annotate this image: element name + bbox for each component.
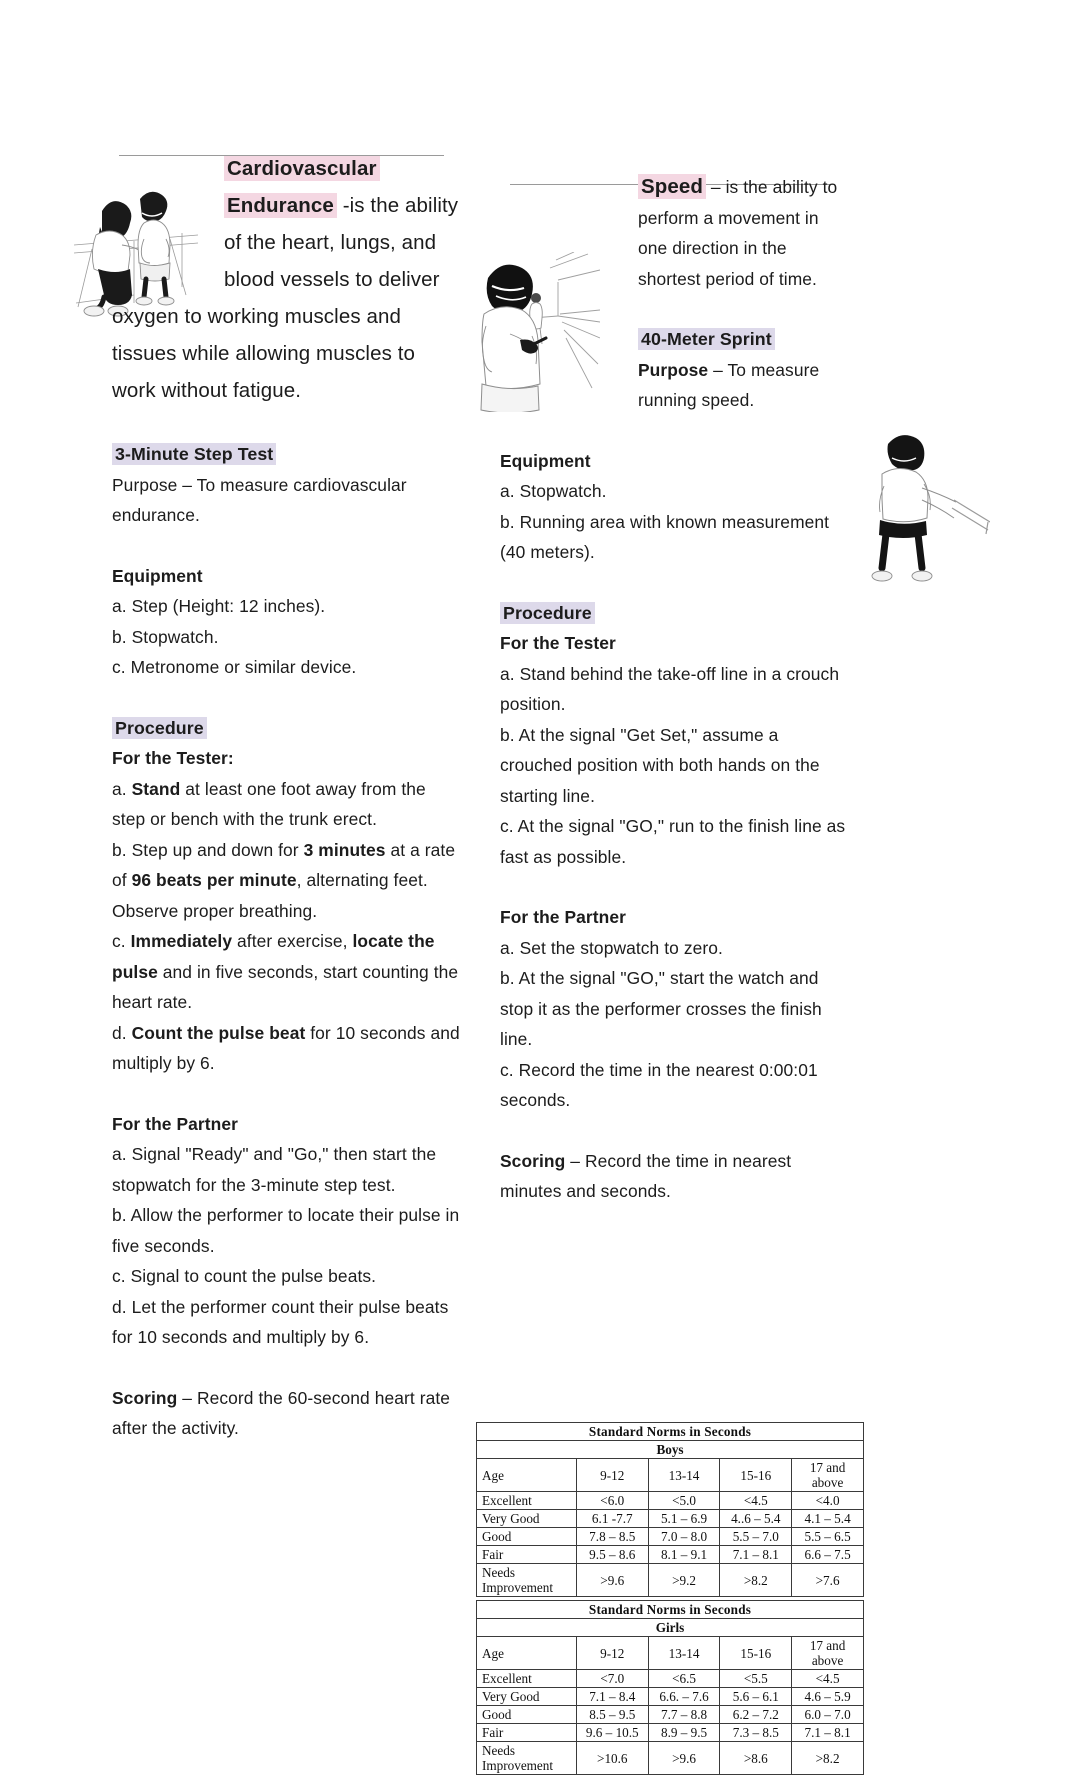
row-label: Very Good [477, 1510, 577, 1528]
scoring-text-left: – Record the 60-second heart rate after the activity. [112, 1387, 451, 1438]
tester-step: b. At the signal "Get Set," assume a crouched position with both hands on the starting line. [500, 724, 820, 806]
row-label: Excellent [477, 1492, 577, 1510]
procedure-heading-left [112, 713, 460, 744]
cell: 6.6 – 7.5 [792, 1546, 864, 1564]
tester-step [112, 835, 460, 927]
sprint-heading-text: 40-Meter Sprint [638, 328, 775, 350]
cell: 7.7 – 8.8 [648, 1706, 720, 1724]
purpose-text-head: – To measure running speed. [638, 359, 820, 410]
spacer [112, 1353, 460, 1383]
cardiovascular-title-line1: Cardiovascular [224, 156, 380, 181]
equipment-item: a. Stopwatch. [500, 481, 607, 501]
step-prefix: d. [112, 1022, 132, 1043]
row-label: Fair [477, 1546, 577, 1564]
person-with-stick-illustration [866, 430, 990, 595]
left-column [112, 150, 460, 1444]
table-row [477, 1492, 864, 1510]
girls-table-subcaption: Girls [477, 1619, 864, 1637]
partner-step: c. Record the time in the nearest 0:00:01 seconds. [500, 1059, 818, 1110]
girls-norms-table [476, 1600, 864, 1775]
cell: 6.0 – 7.0 [792, 1706, 864, 1724]
cell: <5.0 [648, 1492, 720, 1510]
tester-heading-right: For the Tester [500, 633, 616, 653]
cell: 8.1 – 9.1 [648, 1546, 720, 1564]
step-bold: 3 minutes [303, 839, 386, 860]
cardiovascular-endurance-intro [112, 150, 460, 409]
procedure-heading-left-text: Procedure [112, 717, 207, 739]
step-text: , alternating feet. Observe proper breathing. [112, 870, 428, 921]
bench-illustration-spacer [112, 152, 216, 280]
purpose-label: Purpose [638, 359, 709, 380]
table-row [477, 1528, 864, 1546]
step-text: at least one foot away from the step or bench with the trunk erect. [112, 778, 426, 829]
tester-step [112, 926, 460, 1018]
column-header: Age [477, 1637, 577, 1670]
table-row [477, 1564, 864, 1597]
equipment-item: a. Step (Height: 12 inches). [112, 596, 326, 616]
procedure-heading-right-text: Procedure [500, 602, 595, 624]
speed-title: Speed [638, 174, 706, 199]
row-label: Needs Improvement [477, 1564, 577, 1597]
column-header: 13-14 [648, 1459, 720, 1492]
table-caption-row [477, 1601, 864, 1619]
table-row [477, 1688, 864, 1706]
partner-step: a. Set the stopwatch to zero. [500, 937, 723, 958]
tester-heading-left: For the Tester: [112, 748, 234, 768]
row-label: Excellent [477, 1670, 577, 1688]
column-header: 15-16 [720, 1637, 792, 1670]
column-header: Age [477, 1459, 577, 1492]
cell: <7.0 [576, 1670, 648, 1688]
step-text: for 10 seconds and multiply by 6. [112, 1022, 460, 1073]
equipment-heading-right: Equipment [500, 450, 591, 471]
step-bold: Immediately [130, 931, 233, 951]
table-row [477, 1706, 864, 1724]
speed-definition [638, 172, 850, 294]
table-subcaption-row [477, 1619, 864, 1637]
cardiovascular-definition-text: -is the ability of the heart, lungs, and blood vessels to deliver oxygen to working muscles and tissues while allowing muscles to work without fatigue. [112, 194, 459, 402]
step-text: at a rate of [112, 839, 456, 890]
cell: 4.1 – 5.4 [792, 1510, 864, 1528]
partner-step: d. Let the performer count their pulse beats for 10 seconds and multiply by 6. [112, 1296, 449, 1347]
step-prefix: a. [112, 778, 132, 799]
scoring-text-right: – Record the time in nearest minutes and seconds. [500, 1150, 792, 1201]
equipment-item: b. Stopwatch. [112, 626, 219, 647]
spacer [500, 568, 850, 598]
cell: <6.0 [576, 1492, 648, 1510]
sprint-purpose [638, 355, 850, 416]
step-bold: locate the pulse [112, 931, 435, 982]
scoring-label-right: Scoring [500, 1150, 566, 1171]
column-header: 9-12 [576, 1459, 648, 1492]
right-column [500, 172, 850, 1207]
cell: 7.1 – 8.1 [720, 1546, 792, 1564]
cell: >10.6 [576, 1742, 648, 1775]
step-test-purpose: Purpose – To measure cardiovascular endurance. [112, 474, 407, 525]
step-prefix: c. [112, 931, 131, 951]
step-bold: Stand [131, 778, 181, 799]
speed-definition-text: – is the ability to perform a movement in one direction in the shortest period of time. [638, 177, 838, 289]
procedure-heading-right [500, 598, 850, 629]
partner-step: b. At the signal "GO," start the watch and stop it as the performer crosses the finish line. [500, 968, 822, 1049]
cell: >7.6 [792, 1564, 864, 1597]
column-header: 15-16 [720, 1459, 792, 1492]
column-header: 17 and above [792, 1459, 864, 1492]
cell: >9.2 [648, 1564, 720, 1597]
column-header: 17 and above [792, 1637, 864, 1670]
cell: 6.2 – 7.2 [720, 1706, 792, 1724]
cell: 5.1 – 6.9 [648, 1510, 720, 1528]
row-label: Needs Improvement [477, 1742, 577, 1775]
column-header: 13-14 [648, 1637, 720, 1670]
cardiovascular-title-line2: Endurance [224, 193, 337, 218]
cell: <4.5 [720, 1492, 792, 1510]
cell: 4.6 – 5.9 [792, 1688, 864, 1706]
boys-norms-table [476, 1422, 864, 1597]
equipment-item: c. Metronome or similar device. [112, 657, 357, 677]
equipment-heading-left: Equipment [112, 565, 203, 586]
step-text: and in five seconds, start counting the heart rate. [112, 961, 459, 1012]
cell: 7.8 – 8.5 [576, 1528, 648, 1546]
partner-step: c. Signal to count the pulse beats. [112, 1266, 377, 1286]
cell: 7.3 – 8.5 [720, 1724, 792, 1742]
cell: 5.5 – 6.5 [792, 1528, 864, 1546]
spacer [112, 683, 460, 713]
row-label: Good [477, 1528, 577, 1546]
cell: >9.6 [576, 1564, 648, 1597]
column-header: 9-12 [576, 1637, 648, 1670]
cell: 5.6 – 6.1 [720, 1688, 792, 1706]
tester-step [112, 774, 460, 835]
scoring-label-left: Scoring [112, 1387, 178, 1408]
cell: 7.0 – 8.0 [648, 1528, 720, 1546]
tester-step: c. At the signal "GO," run to the finish line as fast as possible. [500, 816, 846, 867]
cell: <4.5 [792, 1670, 864, 1688]
cell: 7.1 – 8.4 [576, 1688, 648, 1706]
scoring-left [112, 1383, 460, 1444]
cell: 5.5 – 7.0 [720, 1528, 792, 1546]
cell: 7.1 – 8.1 [792, 1724, 864, 1742]
cell: >8.6 [720, 1742, 792, 1775]
speed-intro [638, 172, 850, 416]
spacer [500, 872, 850, 902]
step-text: Step up and down for [131, 839, 304, 860]
step-bold: 96 beats per minute [131, 870, 297, 890]
cell: >9.6 [648, 1742, 720, 1775]
step-test-heading-text: 3-Minute Step Test [112, 443, 276, 465]
partner-step: a. Signal "Ready" and "Go," then start the stopwatch for the 3-minute step test. [112, 1144, 437, 1195]
spacer [500, 1116, 850, 1146]
step-text: after exercise, [232, 931, 353, 951]
row-label: Very Good [477, 1688, 577, 1706]
table-caption-row [477, 1423, 864, 1441]
cell: 6.1 -7.7 [576, 1510, 648, 1528]
row-label: Good [477, 1706, 577, 1724]
spacer [638, 294, 850, 324]
table-header-row [477, 1637, 864, 1670]
cell: <6.5 [648, 1670, 720, 1688]
cell: 6.6. – 7.6 [648, 1688, 720, 1706]
table-subcaption-row [477, 1441, 864, 1459]
table-row [477, 1670, 864, 1688]
cell: >8.2 [720, 1564, 792, 1597]
sprint-heading [638, 324, 850, 355]
step-prefix: b. [112, 839, 132, 860]
spacer [112, 531, 460, 561]
tester-step: a. Stand behind the take-off line in a crouch position. [500, 663, 840, 714]
partner-heading-right: For the Partner [500, 907, 626, 927]
tester-step [112, 1018, 460, 1079]
table-row [477, 1724, 864, 1742]
cell: <5.5 [720, 1670, 792, 1688]
spacer [112, 1079, 460, 1109]
cell: 8.5 – 9.5 [576, 1706, 648, 1724]
cell: 9.6 – 10.5 [576, 1724, 648, 1742]
step-test-heading [112, 439, 460, 470]
boys-table-subcaption: Boys [477, 1441, 864, 1459]
table-header-row [477, 1459, 864, 1492]
step-bold: Count the pulse beat [131, 1022, 306, 1043]
row-label: Fair [477, 1724, 577, 1742]
table-row [477, 1510, 864, 1528]
partner-heading-left: For the Partner [112, 1113, 238, 1134]
scoring-right [500, 1146, 850, 1207]
table-row [477, 1546, 864, 1564]
table-row [477, 1742, 864, 1775]
cell: 9.5 – 8.6 [576, 1546, 648, 1564]
cell: <4.0 [792, 1492, 864, 1510]
girls-table-caption: Standard Norms in Seconds [477, 1601, 864, 1619]
cell: 4..6 – 5.4 [720, 1510, 792, 1528]
cell: 8.9 – 9.5 [648, 1724, 720, 1742]
spacer [112, 409, 460, 439]
boys-table-caption: Standard Norms in Seconds [477, 1423, 864, 1441]
cell: >8.2 [792, 1742, 864, 1775]
partner-step: b. Allow the performer to locate their pulse in five seconds. [112, 1205, 460, 1256]
equipment-item: b. Running area with known measurement (40 meters). [500, 511, 830, 562]
spacer [500, 416, 850, 446]
